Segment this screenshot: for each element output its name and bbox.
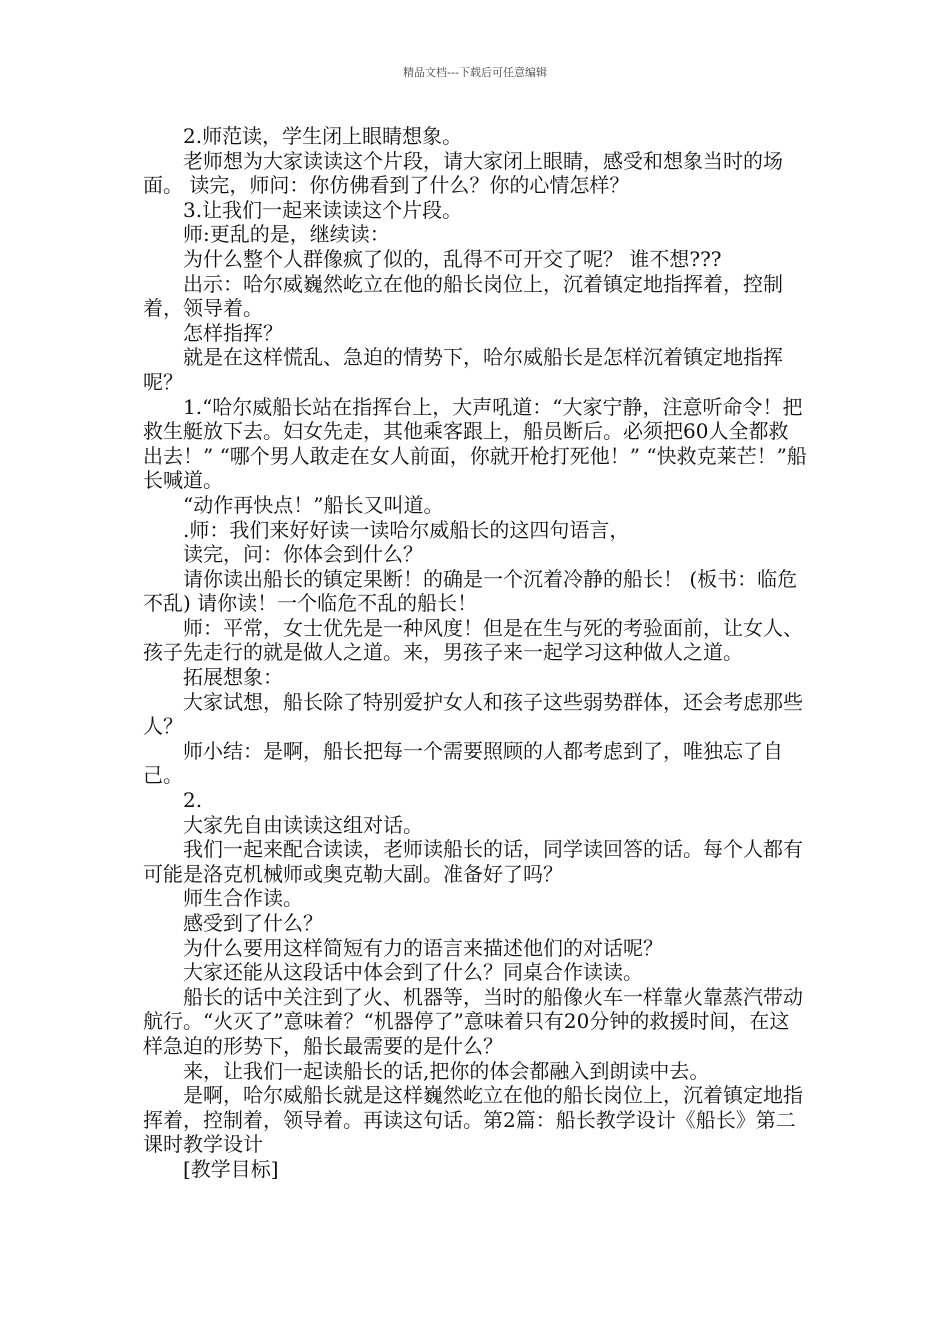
paragraph: 来，让我们一起读船长的话,把你的体会都融入到朗读中去。 (183, 1058, 710, 1083)
paragraph: 怎样指挥？ (183, 320, 283, 345)
paragraph: 请你读出船长的镇定果断！的确是一个沉着冷静的船长！ (板书：临危不乱) 请你读！一个临危不乱的船长！ (143, 566, 798, 616)
paragraph: 大家还能从这段话中体会到了什么？同桌合作读读。 (183, 960, 643, 985)
paragraph: .师：我们来好好读一读哈尔威船长的这四句语言， (183, 517, 630, 542)
paragraph: 3.让我们一起来读读这个片段。 (183, 197, 463, 222)
paragraph: 老师想为大家读读这个片段，请大家闭上眼睛，感受和想象当时的场面。 读完，师问：你仿佛看到了什么？你的心情怎样？ (143, 148, 783, 198)
paragraph: 师：平常，女士优先是一种风度！但是在生与死的考验面前，让女人、孩子先走行的就是做人之道。来，男孩子来一起学习这种做人之道。 (143, 615, 803, 665)
paragraph: 师生合作读。 (183, 886, 303, 911)
paragraph: 是啊，哈尔威船长就是这样巍然屹立在他的船长岗位上，沉着镇定地指挥着，控制着，领导着。再读这句话。第2篇：船长教学设计《船长》第二课时教学设计 (143, 1083, 803, 1157)
paragraph: 读完，问：你体会到什么？ (183, 542, 423, 567)
paragraph: 我们一起来配合读读，老师读船长的话，同学读回答的话。每个人都有可能是洛克机械师或奥克勒大副。准备好了吗？ (143, 837, 803, 886)
paragraph: 就是在这样慌乱、急迫的情势下，哈尔威船长是怎样沉着镇定地指挥呢？ (143, 345, 783, 394)
paragraph: 2.师范读，学生闭上眼睛想象。 (183, 124, 463, 148)
paragraph: 师:更乱的是，继续读： (183, 222, 390, 247)
page-header: 精品文档---下载后可任意编辑 (403, 66, 547, 79)
paragraph: “动作再快点！”船长又叫道。 (183, 492, 444, 517)
paragraph: 2. (183, 788, 203, 813)
paragraph: 船长的话中关注到了火、机器等，当时的船像火车一样靠火靠蒸汽带动航行。“火灭了”意味着？“机器停了”意味着只有20分钟的救援时间，在这样急迫的形势下，船长最需要的是什么？ (143, 984, 803, 1058)
paragraph: 为什么要用这样简短有力的语言来描述他们的对话呢？ (183, 935, 663, 960)
paragraph: 拓展想象： (183, 665, 283, 690)
paragraph: 感受到了什么？ (183, 911, 323, 935)
paragraph: 大家先自由读读这组对话。 (183, 812, 423, 837)
document-body (143, 124, 808, 1182)
paragraph: 大家试想，船长除了特别爱护女人和孩子这些弱势群体，还会考虑那些人？ (143, 689, 803, 739)
paragraph: 为什么整个人群像疯了似的，乱得不可开交了呢？ 谁不想??? (183, 246, 722, 271)
paragraph: [教学目标] (183, 1156, 279, 1181)
paragraph: 1.“哈尔威船长站在指挥台上，大声吼道：“大家宁静，注意听命令！把救生艇放下去。妇女先走，其他乘客跟上，船员断后。必须把60人全都救出去！” “哪个男人敢走在女人前面，你就开枪打死他！” “快救克莱芒！”船长喊道。 (143, 394, 807, 493)
paragraph: 师小结：是啊，船长把每一个需要照顾的人都考虑到了，唯独忘了自己。 (143, 738, 783, 788)
paragraph: 出示：哈尔威巍然屹立在他的船长岗位上，沉着镇定地指挥着，控制着，领导着。 (143, 271, 783, 321)
